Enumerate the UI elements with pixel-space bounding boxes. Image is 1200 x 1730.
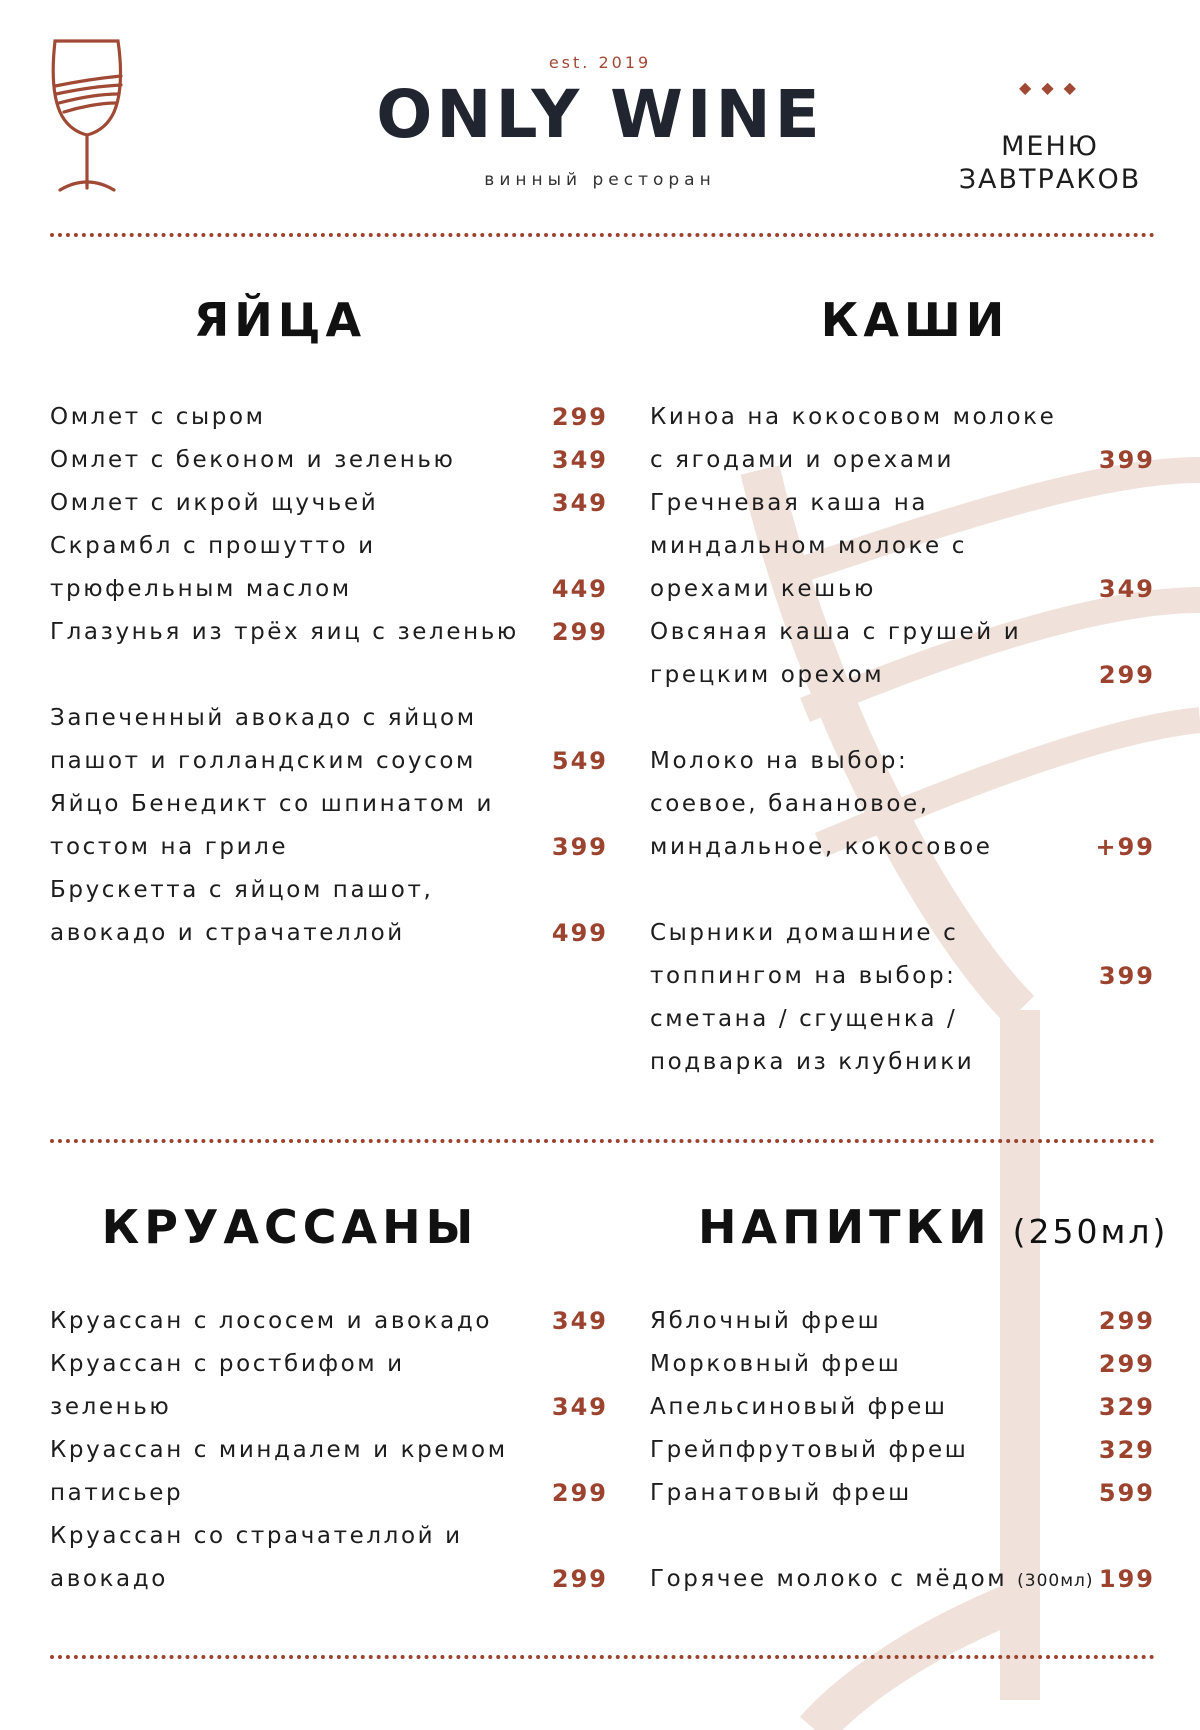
menu-item-name-text: Горячее молоко с мёдом [650,1566,1008,1592]
menu-item-name: авокадо и страчателлой [50,920,405,946]
menu-item-price: 299 [551,1565,608,1593]
menu-item-name: Овсяная каша с грушей и [650,619,1022,645]
menu-item-name: Грейпфрутовый фреш [650,1437,969,1463]
menu-item-name: грецким орехом [650,662,885,688]
menu-item-price: 399 [1098,446,1155,474]
menu-item-name: Апельсиновый фреш [650,1394,948,1420]
menu-item-name: Гречневая каша на [650,490,929,516]
menu-item-price: 349 [551,1307,608,1335]
menu-item-name: трюфельным маслом [50,576,352,602]
menu-item-name: авокадо [50,1566,168,1592]
menu-item-name: топпингом на выбор: [650,963,957,989]
menu-item-name: сметана / сгущенка / [650,1006,958,1032]
brand-name: ONLY WINE [376,76,824,153]
menu-item-name: Запеченный авокадо с яйцом [50,705,477,731]
menu-item-price: 549 [551,747,608,775]
menu-item-name [650,1558,1094,1603]
menu-item-price: 349 [551,1393,608,1421]
menu-item-name: с ягодами и орехами [650,447,955,473]
menu-item-name: Омлет с сыром [50,404,266,430]
menu-title-line1: МЕНЮ [1001,131,1099,162]
menu-item-name: Киноа на кокосовом молоке [650,404,1057,430]
menu-item-price: 399 [1098,962,1155,990]
menu-item-price: 449 [551,575,608,603]
menu-item-name: Брускетта с яйцом пашот, [50,877,434,903]
menu-item-price: 299 [551,403,608,431]
menu-title-line2: ЗАВТРАКОВ [958,164,1142,195]
menu-item-name: Круассан с ростбифом и [50,1351,405,1377]
menu-item-price: 299 [1098,1350,1155,1378]
menu-item-price: 299 [1098,661,1155,689]
section-title-croissants: КРУАССАНЫ [101,1200,479,1254]
menu-item-price: 599 [1098,1479,1155,1507]
menu-item-name: пашот и голландским соусом [50,748,476,774]
dotted-divider [50,1139,1155,1143]
menu-item-price: 329 [1098,1436,1155,1464]
diamond-ornament-icon: ◆◆◆ [1019,78,1086,97]
dotted-divider [50,233,1155,237]
menu-item-name: миндальном молоке с [650,533,967,559]
menu-item-name: Омлет с беконом и зеленью [50,447,456,473]
menu-item-price: 199 [1098,1565,1155,1593]
menu-item-name: Гранатовый фреш [650,1480,912,1506]
menu-item-price: 299 [1098,1307,1155,1335]
menu-item-name: Молоко на выбор: [650,748,909,774]
section-title-drinks [698,1200,1169,1254]
menu-item-name: Круассан со страчателлой и [50,1523,463,1549]
section-title-drinks-main: НАПИТКИ [698,1200,992,1254]
menu-item-name: Омлет с икрой щучьей [50,490,379,516]
menu-item-name: орехами кешью [650,576,876,602]
brand-subtitle: винный ресторан [484,170,716,190]
menu-item-price: 299 [551,618,608,646]
menu-item-name: подварка из клубники [650,1049,975,1075]
menu-item-price: 349 [551,446,608,474]
menu-item-name: Круассан с миндалем и кремом [50,1437,508,1463]
dotted-divider [50,1655,1155,1659]
menu-item-volume-note: (300мл) [1017,1571,1094,1591]
menu-item-name: зеленью [50,1394,172,1420]
menu-item-name: Круассан с лососем и авокадо [50,1308,493,1334]
menu-item-price: 329 [1098,1393,1155,1421]
section-title-drinks-volume: (250мл) [1012,1212,1169,1251]
menu-item-price: 299 [551,1479,608,1507]
established-year: est. 2019 [548,53,652,72]
menu-item-name: Скрамбл с прошутто и [50,533,376,559]
section-title-eggs: ЯЙЦА [193,293,367,347]
menu-item-name: миндальное, кокосовое [650,834,993,860]
section-title-porridge: КАШИ [820,293,1010,347]
menu-item-price: 499 [551,919,608,947]
menu-item-name: Яблочный фреш [650,1308,882,1334]
menu-item-name: Морковный фреш [650,1351,902,1377]
menu-item-name: Сырники домашние с [650,920,959,946]
menu-item-name: Яйцо Бенедикт со шпинатом и [50,791,495,817]
menu-title [940,130,1160,196]
menu-item-name: тостом на гриле [50,834,289,860]
menu-item-name: патисьер [50,1480,184,1506]
menu-item-price: +99 [1095,833,1155,861]
menu-item-price: 349 [1098,575,1155,603]
menu-item-price: 399 [551,833,608,861]
menu-item-price: 349 [551,489,608,517]
menu-item-name: соевое, банановое, [650,791,930,817]
menu-item-name: Глазунья из трёх яиц с зеленью [50,619,519,645]
